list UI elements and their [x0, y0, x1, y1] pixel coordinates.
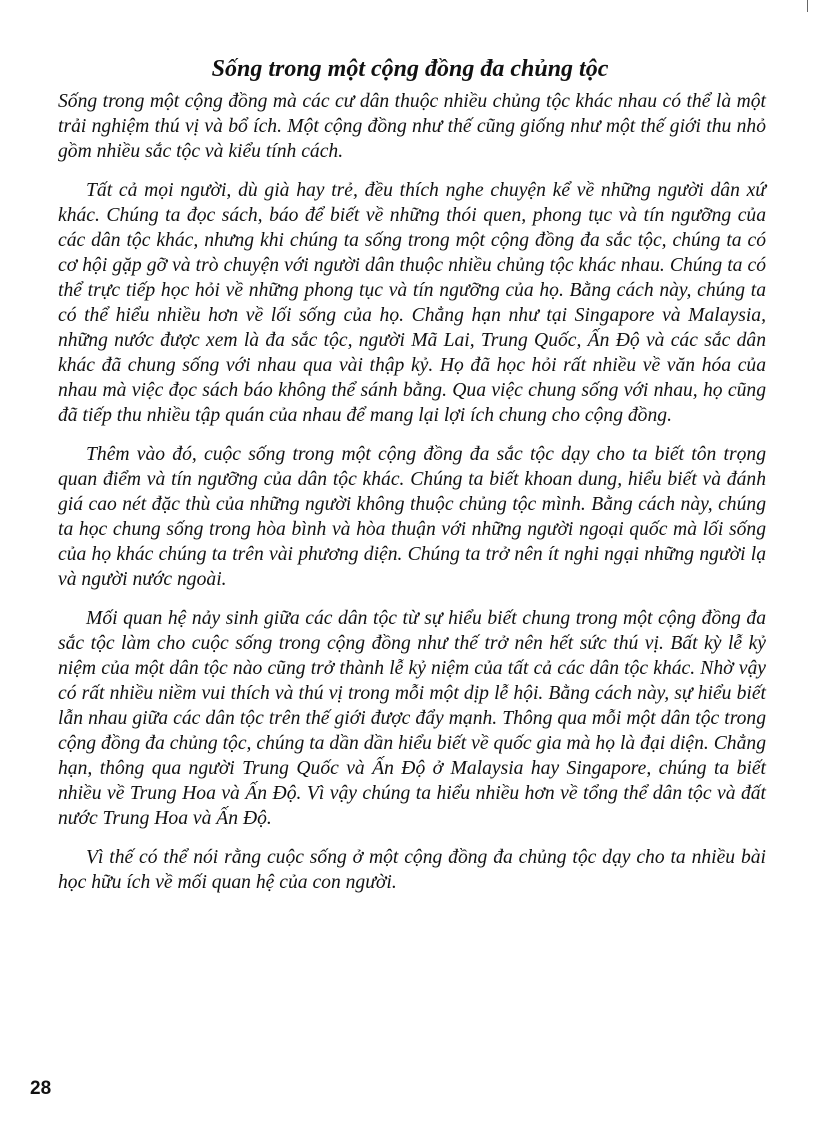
paragraph-5: Vì thế có thể nói rằng cuộc sống ở một cộng đồng đa chủng tộc dạy cho ta nhiều bài học hữu ích về mối quan hệ của con người. [58, 847, 766, 893]
article-body [58, 89, 766, 909]
page-number: 28 [30, 1078, 52, 1099]
paragraph-1: Sống trong một cộng đồng mà các cư dân thuộc nhiều chủng tộc khác nhau có thể là một trải nghiệm thú vị và bổ ích. Một cộng đồng như thế cũng giống như một thế giới thu nhỏ gồm nhiều sắc tộc và kiểu tính cách. [58, 91, 766, 162]
paragraph-4: Mối quan hệ nảy sinh giữa các dân tộc từ sự hiểu biết chung trong một cộng đồng đa sắc tộc làm cho cuộc sống trong cộng đồng như thế trở nên hết sức thú vị. Bất kỳ lễ kỷ niệm của một dân tộc nào cũng trở thành lễ kỷ niệm của tất cả các dân tộc khác. Nhờ vậy có rất nhiều niềm vui thích và thú vị trong mỗi một dịp lễ hội. Bằng cách này, sự hiểu biết lẫn nhau giữa các dân tộc trên thế giới được đẩy mạnh. Thông qua mỗi một dân tộc trong cộng đồng đa chủng tộc, chúng ta dần dần hiểu biết về quốc gia mà họ là đại diện. Chẳng hạn, thông qua người Trung Quốc và Ấn Độ ở Malaysia hay Singapore, chúng ta biết nhiều về Trung Hoa và Ấn Độ. Vì vậy chúng ta hiểu nhiều hơn về tổng thể dân tộc và đất nước Trung Hoa và Ấn Độ. [58, 608, 766, 829]
page-title: Sống trong một cộng đồng đa chủng tộc [211, 56, 609, 82]
paragraph-2: Tất cả mọi người, dù già hay trẻ, đều thích nghe chuyện kể về những người dân xứ khác. Chúng ta đọc sách, báo để biết về những thói quen, phong tục và tín ngưỡng của các dân tộc khác, nhưng khi chúng ta sống trong một cộng đồng đa sắc tộc, chúng ta có cơ hội gặp gỡ và trò chuyện với người dân thuộc nhiều chủng tộc khác nhau. Chúng ta có thể trực tiếp học hỏi về những phong tục và tín ngưỡng của họ. Bằng cách này, chúng ta có thể hiểu nhiều hơn về lối sống của họ. Chẳng hạn như tại Singapore và Malaysia, những nước được xem là đa sắc tộc, người Mã Lai, Trung Quốc, Ấn Độ và các sắc dân khác đã chung sống với nhau qua vài thập kỷ. Họ đã học hỏi rất nhiều về văn hóa của nhau mà việc đọc sách báo không thể sánh bằng. Qua việc chung sống với nhau, họ cũng đã tiếp thu nhiều tập quán của nhau để mang lại lợi ích chung cho cộng đồng. [58, 180, 766, 426]
paragraph-3: Thêm vào đó, cuộc sống trong một cộng đồng đa sắc tộc dạy cho ta biết tôn trọng quan điểm và tín ngưỡng của dân tộc khác. Chúng ta biết khoan dung, hiểu biết và đánh giá cao nét đặc thù của những người không thuộc chủng tộc mình. Bằng cách này, chúng ta học chung sống trong hòa bình và hòa thuận với những người ngoại quốc mà lối sống của họ khác chúng ta trên vài phương diện. Chúng ta trở nên ít nghi ngại những người lạ và người nước ngoài. [58, 444, 766, 590]
scan-mark [807, 0, 808, 12]
